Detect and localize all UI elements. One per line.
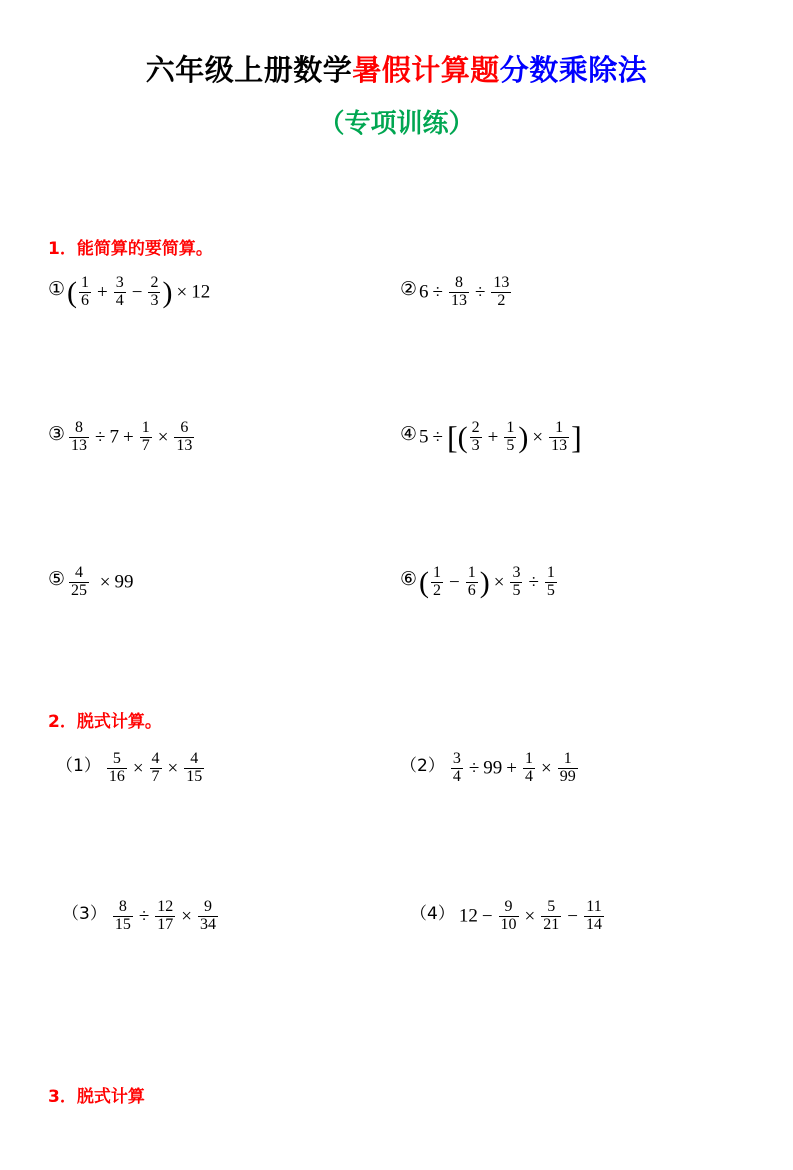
problem-number: ② xyxy=(400,278,418,300)
problem-item xyxy=(0,562,352,692)
problem-row xyxy=(0,748,793,896)
problem-item xyxy=(352,272,793,417)
problem-item xyxy=(352,748,793,896)
problem-expression: 12 − $\frac{9}{10}$ × $\frac{5}{21}$ − $\frac{11}{14}$ xyxy=(458,898,602,933)
problem-expression: ( $\frac{1}{2}$ − $\frac{1}{6}$ ) × $\frac{3}{5}$ ÷ $\frac{1}{5}$ xyxy=(419,564,555,599)
problem-number: （2） xyxy=(400,756,445,776)
section-heading-2: 2．脱式计算。 xyxy=(48,712,162,732)
problem-number: ① xyxy=(48,278,66,300)
problem-expression: 6 ÷ $\frac{8}{13}$ ÷ $\frac{13}{2}$ xyxy=(419,274,510,309)
problem-number: （4） xyxy=(410,904,455,924)
problem-row xyxy=(0,417,793,562)
title-part-blue: 分数乘除法 xyxy=(499,53,648,87)
section-heading-1: 1．能简算的要简算。 xyxy=(48,239,213,259)
problem-expression: 5 ÷ [( $\frac{2}{3}$ + $\frac{1}{5}$ ) × $\frac{1}{13}$ ] xyxy=(419,419,582,456)
title-part-black: 六年级上册数学 xyxy=(145,53,353,87)
problem-expression: ( $\frac{1}{6}$ + $\frac{3}{4}$ − $\frac{2}{3}$ ) × 12 xyxy=(67,274,211,309)
title-line-1 xyxy=(0,48,793,89)
problem-number: （3） xyxy=(62,904,107,924)
problem-expression: $\frac{8}{13}$ ÷ 7 + $\frac{1}{7}$ × $\frac{6}{13}$ xyxy=(71,419,193,454)
problem-item xyxy=(352,417,793,562)
problem-item xyxy=(352,562,793,692)
problem-item xyxy=(352,896,793,1044)
problem-expression: $\frac{8}{15}$ ÷ $\frac{12}{17}$ × $\frac{9}{34}$ xyxy=(114,898,216,933)
problem-number: ④ xyxy=(400,423,418,445)
problem-item xyxy=(0,748,352,896)
section-1-problems xyxy=(0,272,793,692)
problem-item xyxy=(0,417,352,562)
problem-item xyxy=(0,272,352,417)
problem-number: ③ xyxy=(48,423,66,445)
problem-item xyxy=(0,896,352,1044)
problem-number: （1） xyxy=(56,756,101,776)
section-2-problems xyxy=(0,748,793,1044)
problem-expression: $\frac{5}{16}$ × $\frac{4}{7}$ × $\frac{4}{15}$ xyxy=(108,750,203,785)
problem-number: ⑤ xyxy=(48,568,66,590)
problem-expression: $\frac{4}{25}$ × 99 xyxy=(71,564,134,599)
problem-row xyxy=(0,272,793,417)
problem-row xyxy=(0,562,793,692)
page-title xyxy=(0,48,793,140)
problem-number: ⑥ xyxy=(400,568,418,590)
title-part-red: 暑假计算题 xyxy=(352,53,500,87)
section-heading-3: 3．脱式计算 xyxy=(48,1087,145,1107)
worksheet-page xyxy=(0,48,793,1170)
problem-expression: $\frac{3}{4}$ ÷ 99 + $\frac{1}{4}$ × $\frac{1}{99}$ xyxy=(452,750,576,785)
title-line-2: （专项训练） xyxy=(318,109,475,139)
problem-row xyxy=(0,896,793,1044)
